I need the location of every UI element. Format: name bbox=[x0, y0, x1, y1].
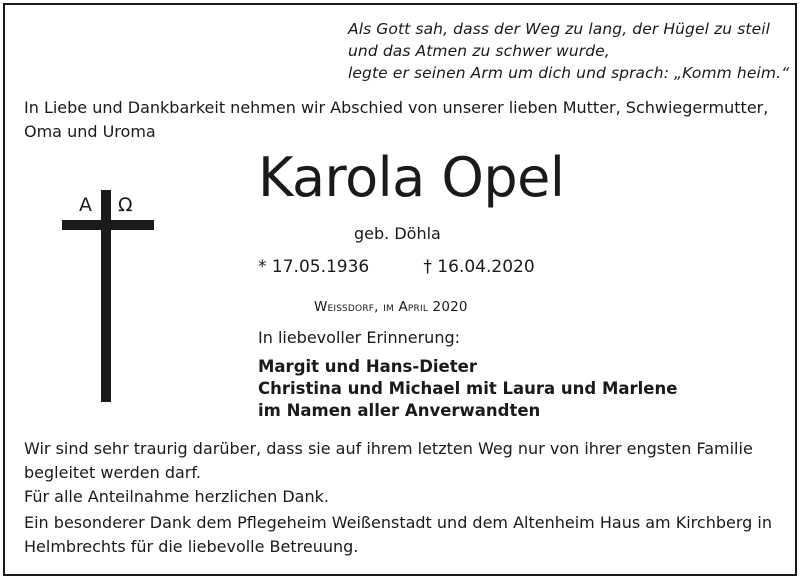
poem-line: Als Gott sah, dass der Weg zu lang, der Hügel zu steil bbox=[348, 20, 771, 38]
poem-line: legte er seinen Arm um dich und sprach: „Komm heim.“ bbox=[348, 64, 790, 82]
mourner-line: Christina und Michael mit Laura und Marlene bbox=[258, 379, 678, 398]
memory-label: In liebevoller Erinnerung: bbox=[258, 328, 460, 347]
birth-date: * 17.05.1936 bbox=[258, 257, 370, 277]
alpha-symbol: A bbox=[79, 194, 92, 216]
omega-symbol: Ω bbox=[118, 194, 133, 216]
cross-icon bbox=[62, 190, 154, 402]
cross-horizontal-bar bbox=[62, 220, 154, 230]
life-dates bbox=[258, 255, 535, 279]
intro-text bbox=[24, 96, 784, 144]
closing-line: Ein besonderer Dank dem Pflegeheim Weißenstadt und dem Altenheim Haus am Kirchberg in bbox=[24, 513, 772, 532]
closing-paragraph-thanks bbox=[24, 485, 784, 509]
mourner-line: Margit und Hans-Dieter bbox=[258, 357, 477, 376]
mourner-line: im Namen aller Anverwandten bbox=[258, 401, 541, 420]
closing-line: Wir sind sehr traurig darüber, dass sie auf ihrem letzten Weg nur von ihrer engsten Familie bbox=[24, 439, 753, 458]
intro-line: Oma und Uroma bbox=[24, 122, 156, 141]
intro-line: In Liebe und Dankbarkeit nehmen wir Abschied von unserer lieben Mutter, Schwiegermutter, bbox=[24, 98, 769, 117]
deceased-name: Karola Opel bbox=[258, 146, 565, 209]
place-date: Weißdorf, im April 2020 bbox=[314, 299, 468, 315]
closing-line: Für alle Anteilnahme herzlichen Dank. bbox=[24, 487, 329, 506]
closing-line: begleitet werden darf. bbox=[24, 463, 201, 482]
closing-paragraph-family bbox=[24, 437, 784, 485]
born-name: geb. Döhla bbox=[354, 224, 441, 243]
death-date: † 16.04.2020 bbox=[423, 257, 535, 277]
mourners-list bbox=[258, 356, 677, 422]
closing-paragraph-care-thanks bbox=[24, 511, 784, 559]
poem-line: und das Atmen zu schwer wurde, bbox=[348, 42, 610, 60]
closing-line: Helmbrechts für die liebevolle Betreuung. bbox=[24, 537, 359, 556]
poem bbox=[348, 18, 788, 84]
